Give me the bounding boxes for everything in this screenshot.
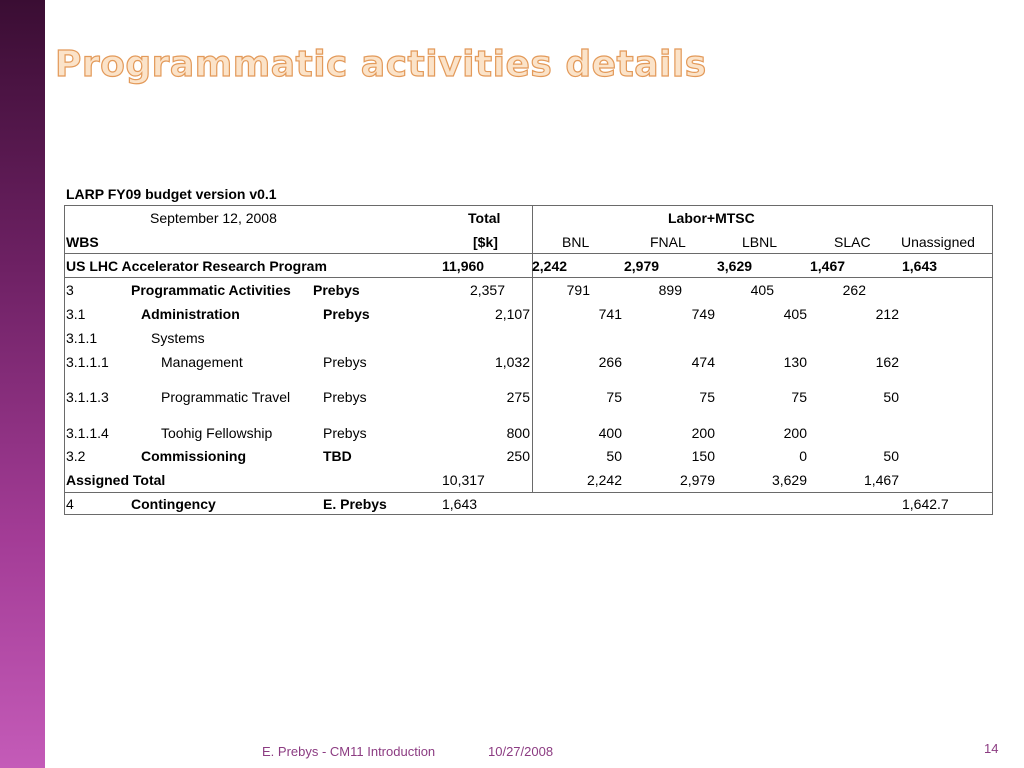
row-fnal: 150 — [691, 448, 715, 464]
row-person: TBD — [323, 448, 352, 464]
assigned-total-lbnl: 3,629 — [771, 472, 807, 488]
program-bnl: 2,242 — [532, 258, 568, 274]
assigned-total-bnl: 2,242 — [586, 472, 622, 488]
footer-author: E. Prebys - CM11 Introduction — [262, 744, 436, 759]
page-number: 14 — [984, 741, 999, 756]
contingency-name: Contingency — [131, 496, 216, 512]
row-bnl: 400 — [598, 425, 622, 441]
row-slac: 50 — [883, 389, 899, 405]
contingency-total: 1,643 — [442, 496, 478, 512]
row-divider — [65, 492, 992, 493]
row-total: 250 — [506, 448, 530, 464]
row-divider — [65, 277, 992, 278]
row-wbs: 3.2 — [66, 448, 86, 464]
program-total: 11,960 — [442, 258, 485, 274]
row-total: 800 — [506, 425, 530, 441]
row-wbs: 3 — [66, 282, 74, 298]
row-total: 2,357 — [469, 282, 505, 298]
row-wbs: 3.1.1.3 — [66, 389, 109, 405]
row-bnl: 266 — [598, 354, 622, 370]
header-wbs: WBS — [66, 234, 99, 250]
row-slac: 212 — [875, 306, 899, 322]
header-fnal: FNAL — [650, 234, 686, 250]
row-total: 2,107 — [494, 306, 530, 322]
row-lbnl: 405 — [750, 282, 774, 298]
row-wbs: 3.1.1 — [66, 330, 98, 346]
row-name: Programmatic Activities — [131, 282, 291, 298]
row-fnal: 75 — [699, 389, 715, 405]
row-fnal: 749 — [691, 306, 715, 322]
program-unassigned: 1,643 — [902, 258, 938, 274]
row-name: Administration — [141, 306, 240, 322]
program-slac: 1,467 — [810, 258, 846, 274]
row-bnl: 741 — [598, 306, 622, 322]
contingency-wbs: 4 — [66, 496, 74, 512]
row-bnl: 75 — [606, 389, 622, 405]
assigned-total-slac: 1,467 — [863, 472, 899, 488]
slide-title: Programmatic activities details — [55, 44, 707, 85]
row-fnal: 899 — [658, 282, 682, 298]
header-unassigned: Unassigned — [901, 234, 975, 250]
row-lbnl: 405 — [783, 306, 807, 322]
program-fnal: 2,979 — [624, 258, 660, 274]
row-bnl: 50 — [606, 448, 622, 464]
row-wbs: 3.1.1.1 — [66, 354, 109, 370]
contingency-person: E. Prebys — [323, 496, 387, 512]
row-person: Prebys — [313, 282, 360, 298]
header-bnl: BNL — [562, 234, 590, 250]
row-lbnl: 75 — [791, 389, 807, 405]
row-person: Prebys — [323, 306, 370, 322]
column-divider — [532, 206, 533, 493]
row-slac: 50 — [883, 448, 899, 464]
footer-date: 10/27/2008 — [488, 744, 554, 759]
assigned-total-label: Assigned Total — [66, 472, 166, 488]
header-total-unit: [$k] — [473, 234, 498, 250]
decorative-side-bar — [0, 0, 45, 768]
header-lbnl: LBNL — [742, 234, 778, 250]
row-name: Toohig Fellowship — [161, 425, 273, 441]
row-divider — [65, 253, 992, 254]
contingency-unassigned: 1,642.7 — [902, 496, 949, 512]
row-person: Prebys — [323, 354, 367, 370]
row-name: Commissioning — [141, 448, 247, 464]
row-total: 1,032 — [494, 354, 530, 370]
assigned-total-total: 10,317 — [442, 472, 485, 488]
row-lbnl: 200 — [783, 425, 807, 441]
row-name: Systems — [151, 330, 205, 346]
row-bnl: 791 — [566, 282, 590, 298]
row-slac: 262 — [842, 282, 866, 298]
table-caption: LARP FY09 budget version v0.1 — [66, 186, 277, 202]
row-lbnl: 0 — [799, 448, 807, 464]
row-name: Management — [161, 354, 243, 370]
row-total: 275 — [506, 389, 530, 405]
table-date: September 12, 2008 — [150, 210, 277, 226]
row-slac: 162 — [875, 354, 899, 370]
row-lbnl: 130 — [783, 354, 807, 370]
row-person: Prebys — [323, 425, 367, 441]
program-lbnl: 3,629 — [717, 258, 753, 274]
row-fnal: 474 — [691, 354, 715, 370]
assigned-total-fnal: 2,979 — [679, 472, 715, 488]
header-slac: SLAC — [834, 234, 871, 250]
row-wbs: 3.1.1.4 — [66, 425, 109, 441]
row-name: Programmatic Travel — [161, 389, 291, 405]
row-fnal: 200 — [691, 425, 715, 441]
header-total: Total — [468, 210, 501, 226]
row-wbs: 3.1 — [66, 306, 86, 322]
program-name: US LHC Accelerator Research Program — [66, 258, 327, 274]
row-person: Prebys — [323, 389, 367, 405]
header-labor-mtsc: Labor+MTSC — [668, 210, 755, 226]
